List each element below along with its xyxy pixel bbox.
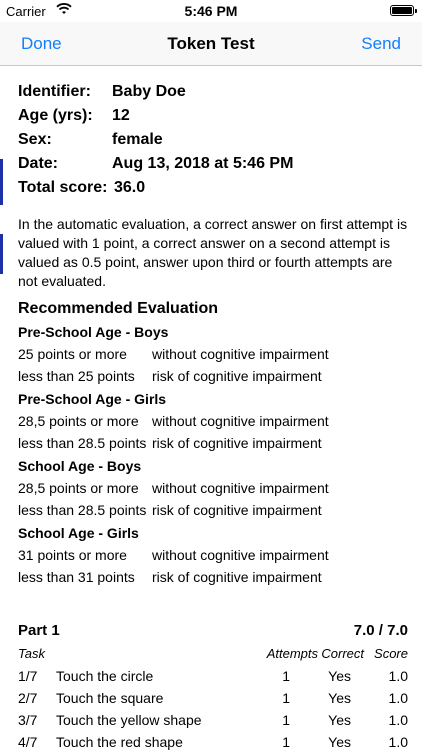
info-row-age bbox=[18, 107, 398, 131]
points-text: 28,5 points or more bbox=[18, 480, 139, 496]
result-text: risk of cognitive impairment bbox=[152, 502, 322, 518]
info-value: Baby Doe bbox=[112, 83, 186, 100]
part-score: 7.0 / 7.0 bbox=[353, 622, 408, 639]
evaluation-line bbox=[18, 547, 408, 569]
evaluation-line bbox=[18, 413, 408, 435]
part-1-section bbox=[18, 622, 408, 750]
score-value: 1.0 bbox=[388, 712, 408, 728]
info-row-identifier bbox=[18, 83, 398, 107]
score-value: 1.0 bbox=[388, 734, 408, 750]
correct-value: Yes bbox=[328, 690, 351, 706]
table-row bbox=[18, 712, 408, 734]
correct-value: Yes bbox=[328, 712, 351, 728]
correct-value: Yes bbox=[328, 668, 351, 684]
table-row bbox=[18, 734, 408, 750]
clock: 5:46 PM bbox=[184, 3, 238, 19]
evaluation-group bbox=[18, 391, 408, 457]
result-text: risk of cognitive impairment bbox=[152, 368, 322, 384]
result-text: risk of cognitive impairment bbox=[152, 569, 322, 585]
recommended-evaluation-title: Recommended Evaluation bbox=[18, 300, 219, 317]
group-heading: School Age - Boys bbox=[18, 458, 142, 474]
task-number: 4/7 bbox=[18, 734, 38, 750]
group-heading: Pre-School Age - Boys bbox=[18, 324, 169, 340]
correct-value: Yes bbox=[328, 734, 351, 750]
info-label: Age (yrs): bbox=[18, 107, 93, 124]
page-title: Token Test bbox=[167, 34, 255, 53]
evaluation-line bbox=[18, 502, 408, 524]
info-row-date bbox=[18, 155, 398, 179]
task-description: Touch the square bbox=[56, 690, 164, 706]
attempts-value: 1 bbox=[282, 712, 290, 728]
attempts-value: 1 bbox=[282, 668, 290, 684]
column-header-correct: Correct bbox=[321, 646, 364, 661]
result-text: without cognitive impairment bbox=[152, 480, 329, 496]
attempts-value: 1 bbox=[282, 690, 290, 706]
info-value: 12 bbox=[112, 107, 130, 124]
battery-icon bbox=[390, 5, 414, 16]
points-text: 28,5 points or more bbox=[18, 413, 139, 429]
result-text: without cognitive impairment bbox=[152, 413, 329, 429]
evaluation-group bbox=[18, 525, 408, 591]
task-description: Touch the circle bbox=[56, 668, 154, 684]
task-number: 2/7 bbox=[18, 690, 38, 706]
evaluation-line bbox=[18, 480, 408, 502]
points-text: 25 points or more bbox=[18, 346, 127, 362]
result-text: without cognitive impairment bbox=[152, 346, 329, 362]
points-text: less than 31 points bbox=[18, 569, 135, 585]
evaluation-line bbox=[18, 435, 408, 457]
points-text: 31 points or more bbox=[18, 547, 127, 563]
table-row bbox=[18, 690, 408, 712]
points-text: less than 25 points bbox=[18, 368, 135, 384]
table-row bbox=[18, 668, 408, 690]
info-value: Aug 13, 2018 at 5:46 PM bbox=[112, 155, 294, 172]
part-header bbox=[18, 622, 408, 646]
scroll-indicator bbox=[0, 159, 3, 205]
done-button[interactable]: Done bbox=[21, 34, 62, 53]
status-bar bbox=[0, 0, 422, 22]
column-header-score: Score bbox=[374, 646, 408, 661]
info-row-sex bbox=[18, 131, 398, 155]
report-scroll-view[interactable] bbox=[0, 67, 422, 750]
evaluation-description: In the automatic evaluation, a correct answer on first attempt is valued with 1 point, a correct answer on a second attempt is valued as 0.5 point, answer upon third or fourth attempts are not evaluated. bbox=[18, 216, 408, 289]
task-number: 3/7 bbox=[18, 712, 38, 728]
info-label: Sex: bbox=[18, 131, 52, 148]
evaluation-line bbox=[18, 569, 408, 591]
column-header-task: Task bbox=[18, 646, 45, 661]
result-text: without cognitive impairment bbox=[152, 547, 329, 563]
evaluation-line bbox=[18, 346, 408, 368]
group-heading: School Age - Girls bbox=[18, 525, 139, 541]
carrier-label: Carrier bbox=[6, 4, 46, 19]
points-text: less than 28.5 points bbox=[18, 435, 147, 451]
info-row-total-score bbox=[18, 179, 398, 203]
score-value: 1.0 bbox=[388, 668, 408, 684]
scroll-indicator bbox=[0, 234, 3, 274]
task-number: 1/7 bbox=[18, 668, 38, 684]
column-header-attempts: Attempts bbox=[266, 646, 318, 661]
info-label: Identifier: bbox=[18, 83, 91, 100]
patient-info bbox=[18, 83, 398, 203]
table-header bbox=[18, 646, 408, 668]
part-title: Part 1 bbox=[18, 622, 60, 639]
info-value: female bbox=[112, 131, 163, 148]
navigation-bar bbox=[0, 22, 422, 66]
send-button[interactable]: Send bbox=[361, 34, 401, 53]
info-label: Date: bbox=[18, 155, 59, 172]
evaluation-group bbox=[18, 458, 408, 524]
info-label: Total score: bbox=[18, 179, 108, 196]
result-text: risk of cognitive impairment bbox=[152, 435, 322, 451]
task-description: Touch the yellow shape bbox=[56, 712, 202, 728]
evaluation-group bbox=[18, 324, 408, 390]
info-value: 36.0 bbox=[114, 179, 146, 196]
attempts-value: 1 bbox=[282, 734, 290, 750]
group-heading: Pre-School Age - Girls bbox=[18, 391, 167, 407]
evaluation-line bbox=[18, 368, 408, 390]
task-description: Touch the red shape bbox=[56, 734, 183, 750]
points-text: less than 28.5 points bbox=[18, 502, 147, 518]
score-value: 1.0 bbox=[388, 690, 408, 706]
